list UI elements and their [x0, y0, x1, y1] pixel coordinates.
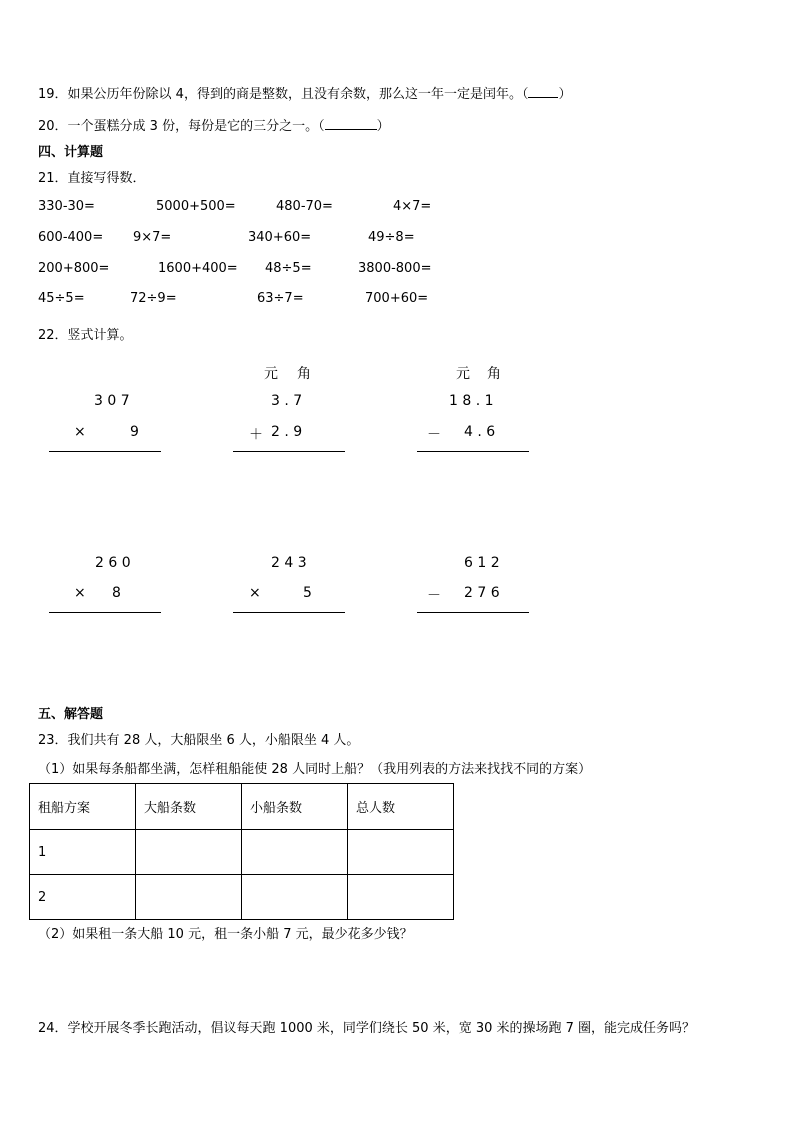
vertical-bottom-operand: 2 7 6 — [464, 585, 500, 601]
question-23-part-2: （2）如果租一条大船 10 元，租一条小船 7 元，最少花多少钱？ — [38, 927, 413, 942]
table-header-cell: 小船条数 — [242, 784, 348, 830]
question-23-part-1: （1）如果每条船都坐满，怎样租船能使 28 人同时上船？（我用列表的方法来找找不同的方案） — [38, 762, 592, 777]
vertical-operator: × — [249, 585, 261, 601]
unit-jiao-label: 角 — [297, 366, 311, 382]
table-cell[interactable] — [136, 875, 242, 920]
vertical-bottom-operand: 8 — [112, 585, 121, 601]
table-cell[interactable] — [136, 830, 242, 875]
vertical-operator: × — [74, 585, 86, 601]
unit-yuan-label: 元 — [264, 366, 278, 382]
question-19: 19．如果公历年份除以 4，得到的商是整数，且没有余数，那么这一年一定是闰年。（ ） — [38, 87, 572, 102]
vertical-top-operand: 6 1 2 — [464, 555, 500, 571]
answer-blank-19[interactable] — [528, 85, 558, 98]
oral-calc-item: 5000+500= — [156, 199, 236, 214]
vertical-answer-line — [417, 612, 529, 613]
question-19-text: 19．如果公历年份除以 4，得到的商是整数，且没有余数，那么这一年一定是闰年。（ — [38, 87, 529, 102]
vertical-bottom-operand: 2 . 9 — [271, 424, 303, 440]
vertical-bottom-operand: 5 — [303, 585, 312, 601]
vertical-top-operand: 2 6 0 — [95, 555, 131, 571]
table-header-cell: 总人数 — [348, 784, 454, 830]
vertical-bottom-operand: 9 — [130, 424, 139, 440]
question-20: 20．一个蛋糕分成 3 份，每份是它的三分之一。（ ） — [38, 119, 390, 134]
oral-calc-item: 600-400= — [38, 230, 104, 245]
oral-calc-item: 9×7= — [133, 230, 172, 245]
question-22: 22．竖式计算。 — [38, 328, 133, 343]
vertical-operator: × — [74, 424, 86, 440]
unit-yuan-label: 元 — [456, 366, 470, 382]
table-row — [30, 875, 454, 920]
oral-calc-item: 63÷7= — [257, 291, 304, 306]
vertical-operator: ＋ — [249, 427, 263, 443]
table-cell: 1 — [30, 830, 136, 875]
section-4-heading: 四、计算题 — [38, 145, 104, 160]
table-row — [30, 830, 454, 875]
oral-calc-item: 3800-800= — [358, 261, 432, 276]
vertical-answer-line — [49, 451, 161, 452]
oral-calc-item: 330-30= — [38, 199, 95, 214]
answer-blank-20[interactable] — [325, 117, 377, 130]
vertical-bottom-operand: 4 . 6 — [464, 424, 496, 440]
table-header-cell: 大船条数 — [136, 784, 242, 830]
oral-calc-item: 480-70= — [276, 199, 333, 214]
table-cell[interactable] — [348, 875, 454, 920]
table-cell[interactable] — [348, 830, 454, 875]
oral-calc-item: 4×7= — [393, 199, 432, 214]
table-cell: 2 — [30, 875, 136, 920]
oral-calc-item: 700+60= — [365, 291, 429, 306]
table-header-row — [30, 784, 454, 830]
vertical-answer-line — [417, 451, 529, 452]
section-5-heading: 五、解答题 — [38, 707, 104, 722]
question-21: 21．直接写得数． — [38, 171, 146, 186]
vertical-top-operand: 3 0 7 — [94, 393, 130, 409]
oral-calc-item: 48÷5= — [265, 261, 312, 276]
oral-calc-item: 200+800= — [38, 261, 110, 276]
question-23-stem: 23．我们共有 28 人，大船限坐 6 人，小船限坐 4 人。 — [38, 733, 360, 748]
oral-calc-item: 1600+400= — [158, 261, 238, 276]
vertical-answer-line — [49, 612, 161, 613]
vertical-top-operand: 1 8 . 1 — [449, 393, 494, 409]
vertical-top-operand: 2 4 3 — [271, 555, 307, 571]
vertical-operator: － — [427, 588, 441, 604]
oral-calc-item: 49÷8= — [368, 230, 415, 245]
unit-jiao-label: 角 — [487, 366, 501, 382]
table-cell[interactable] — [242, 830, 348, 875]
question-20-text: 20．一个蛋糕分成 3 份，每份是它的三分之一。（ — [38, 119, 325, 134]
oral-calc-item: 340+60= — [248, 230, 312, 245]
question-24: 24．学校开展冬季长跑活动，倡议每天跑 1000 米，同学们绕长 50 米，宽 30 米的操场跑 7 圈，能完成任务吗？ — [38, 1021, 696, 1036]
oral-calc-item: 72÷9= — [130, 291, 177, 306]
boat-rental-table — [29, 783, 454, 920]
oral-calc-item: 45÷5= — [38, 291, 85, 306]
vertical-operator: － — [427, 427, 441, 443]
table-cell[interactable] — [242, 875, 348, 920]
vertical-answer-line — [233, 612, 345, 613]
vertical-top-operand: 3 . 7 — [271, 393, 303, 409]
table-header-cell: 租船方案 — [30, 784, 136, 830]
vertical-answer-line — [233, 451, 345, 452]
